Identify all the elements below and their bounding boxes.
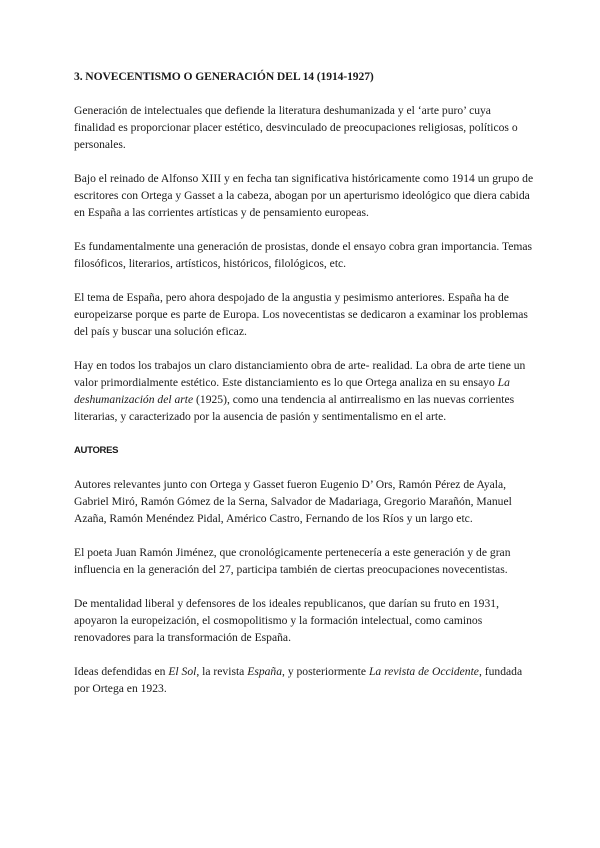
publications-text-4: , fundada por Ortega en 1923.: [74, 665, 523, 695]
publication-revista-occidente: La revista de Occidente: [368, 665, 479, 678]
paragraph-art-distance-text-2: (1925), como una tendencia al antirrealismo en las nuevas corrientes literarias, y caracterizado por la ausencia de pasión y sentimentalismo en el arte.: [74, 393, 515, 423]
publication-el-sol: El Sol: [168, 665, 197, 678]
paragraph-art-distance-text-1: Hay en todos los trabajos un claro distanciamiento obra de arte- realidad. La obra de arte tiene un valor primordialmente estético. Este distanciamiento es lo que Ortega analiza en su ensayo: [74, 359, 526, 389]
paragraph-juan-ramon: El poeta Juan Ramón Jiménez, que cronológicamente pertenecería a este generación y de gran influencia en la generación del 27, participa también de ciertas preocupaciones novecentistas.: [74, 546, 511, 576]
paragraph-historical-context: Bajo el reinado de Alfonso XIII y en fecha tan significativa históricamente como 1914 un grupo de escritores con Ortega y Gasset a la cabeza, abogan por un aperturismo ideológico que diera cabida en España a las corrientes artísticas y de pensamiento europeas.: [74, 172, 534, 219]
paragraph-definition: Generación de intelectuales que defiende la literatura deshumanizada y el ‘arte puro’ cuya finalidad es proporcionar placer estético, desvinculado de preocupaciones religiosas, políticos o personales.: [74, 104, 518, 151]
paragraph-spain-theme: El tema de España, pero ahora despojado de la angustia y pesimismo anteriores. España ha de europeizarse porque es parte de Europa. Los novecentistas se dedicaron a examinar los problemas del país y buscar una solución eficaz.: [74, 291, 528, 338]
essay-title: La deshumanización del arte: [74, 376, 510, 406]
paragraph-authors-list: Autores relevantes junto con Ortega y Gasset fueron Eugenio D’ Ors, Ramón Pérez de Ayala, Gabriel Miró, Ramón Gómez de la Serna, Salvador de Madariaga, Gregorio Marañón, Manuel Azaña, Ramón Menéndez Pidal, Américo Castro, Fernando de los Ríos y un largo etc.: [74, 478, 512, 525]
document-page: [74, 68, 534, 714]
publication-espana: España: [247, 665, 283, 678]
publications-text-3: , y posteriormente: [282, 665, 369, 678]
paragraph-prose-genre: Es fundamentalmente una generación de prosistas, donde el ensayo cobra gran importancia. Temas filosóficos, literarios, artísticos, históricos, filológicos, etc.: [74, 240, 533, 270]
authors-heading: AUTORES: [74, 445, 119, 456]
paragraph-publications: [74, 663, 534, 697]
paragraph-liberal-mentality: De mentalidad liberal y defensores de los ideales republicanos, que darían su fruto en 1931, apoyaron la europeización, el cosmopolitismo y la formación intelectual, como caminos renovadores para la transformación de España.: [74, 597, 499, 644]
section-title: 3. NOVECENTISMO O GENERACIÓN DEL 14 (1914-1927): [74, 70, 374, 83]
publications-text-2: , la revista: [196, 665, 248, 678]
publications-text-1: Ideas defendidas en: [74, 665, 169, 678]
paragraph-art-distance: [74, 357, 534, 425]
